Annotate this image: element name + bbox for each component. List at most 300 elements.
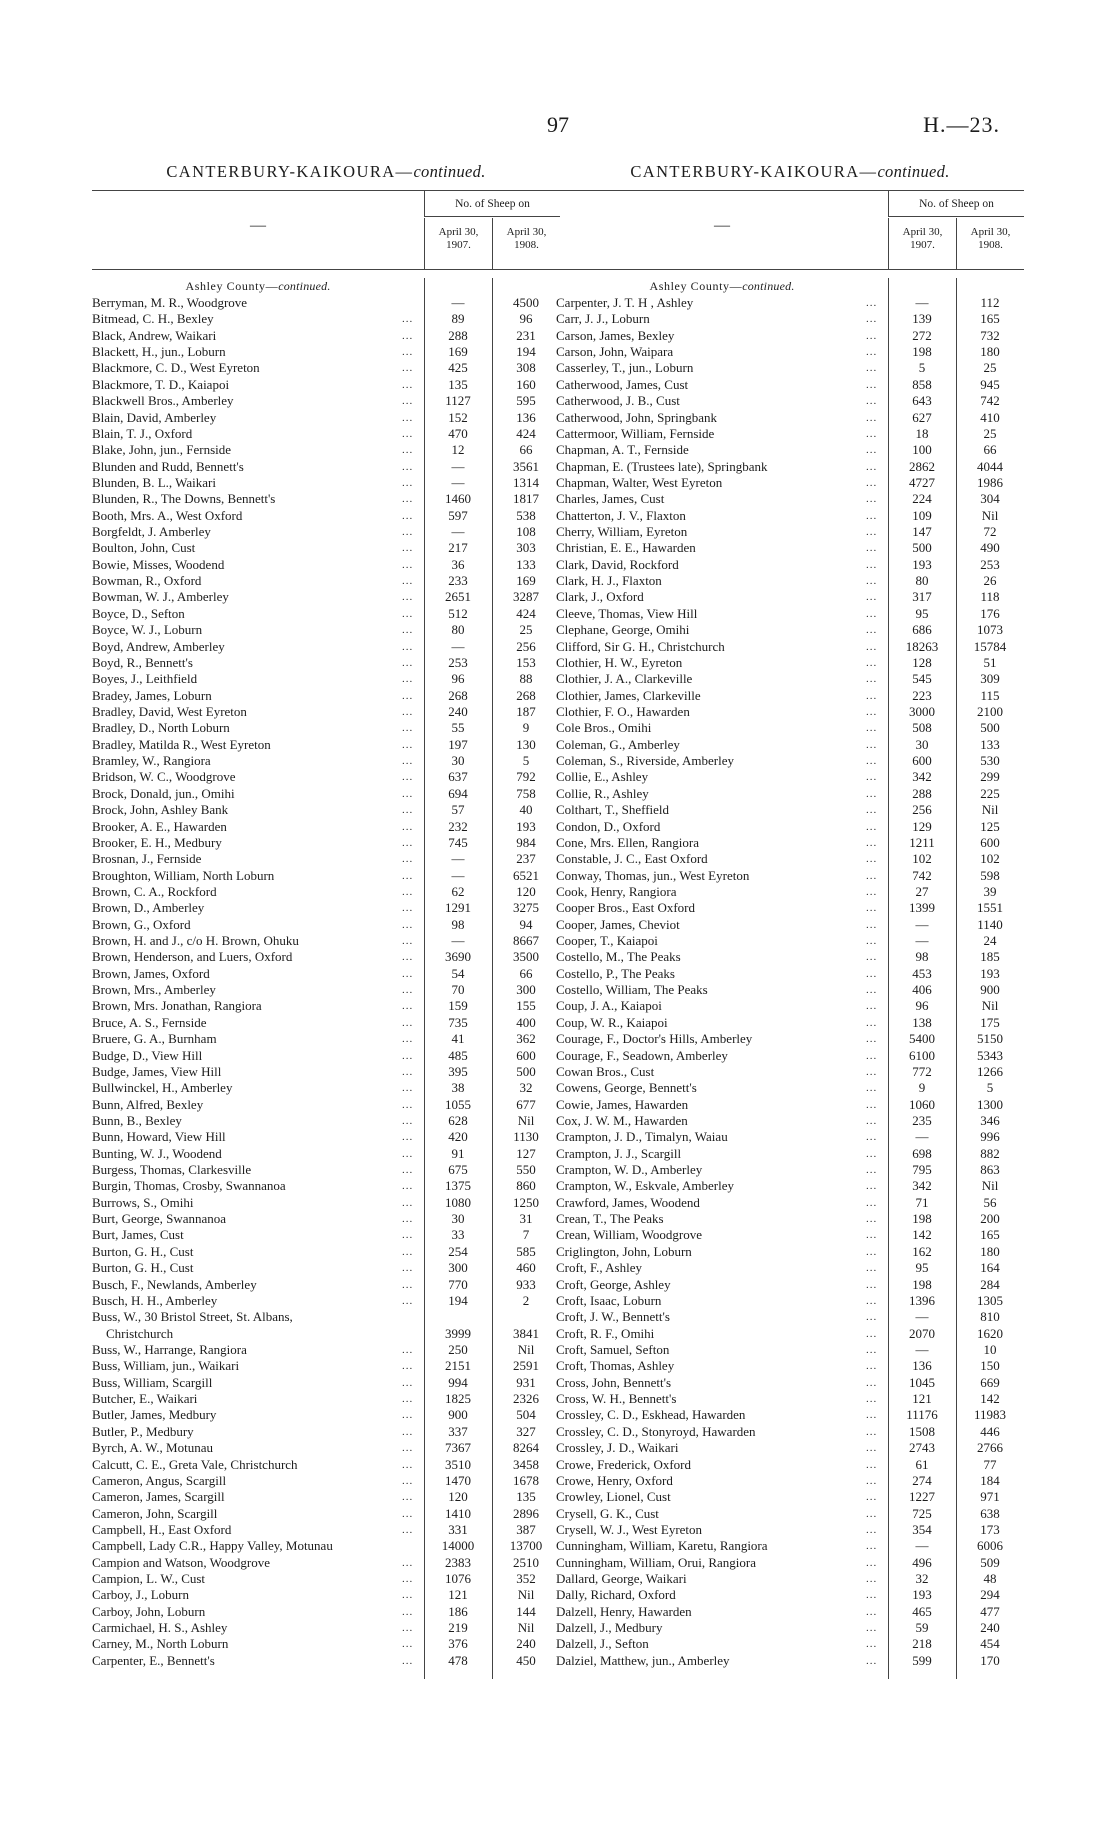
sheep-count-1908: 882: [980, 1145, 1000, 1161]
leader-dots: ...: [866, 1098, 878, 1111]
owner-name: Bunn, Howard, View Hill: [92, 1129, 226, 1145]
right-column: [556, 160, 1024, 1669]
owner-name: Coleman, G., Amberley: [556, 736, 680, 752]
sheep-count-1908: 1073: [977, 622, 1003, 638]
sheep-count-1907: 4727: [909, 474, 935, 490]
table-row: [556, 1048, 1024, 1064]
sheep-count-1908: 56: [983, 1194, 997, 1210]
table-row: [92, 344, 560, 360]
owner-name: Brown, Henderson, and Luers, Oxford: [92, 949, 293, 965]
sheep-count-1908: 11983: [973, 1407, 1007, 1423]
table-row: [556, 868, 1024, 884]
owner-name: Blunden and Rudd, Bennett's: [92, 458, 244, 474]
leader-dots: ...: [402, 935, 414, 948]
table-row: [556, 1162, 1024, 1178]
sheep-count-1908: 477: [980, 1603, 1000, 1619]
leader-dots: ...: [866, 444, 878, 457]
leader-dots: ...: [402, 411, 414, 424]
sheep-count-1908: 1130: [513, 1129, 539, 1145]
table-row: [556, 1195, 1024, 1211]
owner-name: Cunningham, William, Karetu, Rangiora: [556, 1538, 768, 1554]
sheep-count-1908: 170: [980, 1652, 1000, 1668]
table-row: [92, 410, 560, 426]
owner-name: Boyd, Andrew, Amberley: [92, 638, 225, 654]
owner-name: Brock, John, Ashley Bank: [92, 802, 229, 818]
sheep-count-1907: —: [915, 1309, 929, 1325]
leader-dots: ...: [402, 362, 414, 375]
leader-dots: ...: [402, 346, 414, 359]
sheep-count-1908: 142: [980, 1391, 1000, 1407]
sheep-count-1907: 288: [448, 327, 468, 343]
leader-dots: ...: [866, 346, 878, 359]
leader-dots: ...: [866, 1262, 878, 1275]
section-heading-text: Ashley County—: [649, 279, 743, 293]
leader-dots: ...: [866, 526, 878, 539]
leader-dots: ...: [402, 1605, 414, 1618]
sheep-count-1908: 2100: [977, 703, 1003, 719]
table-row: [556, 688, 1024, 704]
owner-name: Cameron, James, Scargill: [92, 1489, 225, 1505]
sheep-count-1907: 232: [448, 818, 468, 834]
owner-name: Campion and Watson, Woodgrove: [92, 1554, 270, 1570]
sheep-count-1907: 18263: [905, 638, 939, 654]
table-row: [556, 1473, 1024, 1489]
sheep-count-1907: 694: [448, 785, 468, 801]
sheep-count-1908: 530: [980, 753, 1000, 769]
leader-dots: ...: [402, 640, 414, 653]
sheep-count-1907: 98: [915, 949, 929, 965]
sheep-count-1907: 331: [448, 1521, 468, 1537]
owner-name: Bradley, Matilda R., West Eyreton: [92, 736, 271, 752]
owner-name: Carmichael, H. S., Ashley: [92, 1620, 228, 1636]
leader-dots: ...: [402, 771, 414, 784]
owner-name-continuation: Christchurch: [106, 1325, 174, 1341]
sheep-count-1907: 197: [448, 736, 468, 752]
table-row: [556, 573, 1024, 589]
owner-name: Croft, J. W., Bennett's: [556, 1309, 670, 1325]
sheep-count-1907: 121: [912, 1391, 932, 1407]
sheep-count-1908: 24: [983, 933, 997, 949]
leader-dots: ...: [402, 575, 414, 588]
table-row: [556, 753, 1024, 769]
sheep-count-1907: 274: [912, 1472, 932, 1488]
sheep-count-1908: 88: [519, 671, 533, 687]
owner-name: Cowie, James, Hawarden: [556, 1096, 689, 1112]
table-row: [556, 508, 1024, 524]
leader-dots: ...: [866, 476, 878, 489]
sheep-count-1908: Nil: [517, 1620, 535, 1636]
sheep-count-1908: 996: [980, 1129, 1000, 1145]
leader-dots: ...: [402, 1262, 414, 1275]
table-row: [556, 1424, 1024, 1440]
owner-name: Buss, William, jun., Waikari: [92, 1358, 240, 1374]
table-row: [92, 819, 560, 835]
leader-dots: ...: [402, 918, 414, 931]
sheep-count-1907: 1227: [909, 1489, 935, 1505]
owner-name: Catherwood, J. B., Cust: [556, 393, 680, 409]
leader-dots: ...: [402, 1376, 414, 1389]
table-row: [556, 1064, 1024, 1080]
owner-name: Brooker, E. H., Medbury: [92, 834, 222, 850]
sheep-count-1907: 12: [451, 442, 465, 458]
table-row: [92, 1097, 560, 1113]
leader-dots: ...: [866, 329, 878, 342]
sheep-count-1908: 253: [980, 556, 1000, 572]
owner-name: Brown, H. and J., c/o H. Brown, Ohuku: [92, 933, 299, 949]
sheep-count-1907: 121: [448, 1587, 468, 1603]
owner-name: Bullwinckel, H., Amberley: [92, 1080, 233, 1096]
sheep-count-1908: 1250: [513, 1194, 539, 1210]
sheep-count-1908: 160: [516, 376, 536, 392]
leader-dots: ...: [866, 542, 878, 555]
sheep-count-1908: 136: [516, 409, 536, 425]
sheep-count-1907: 627: [912, 409, 932, 425]
sheep-count-1908: 742: [980, 393, 1000, 409]
sheep-count-1907: 95: [915, 605, 929, 621]
leader-dots: ...: [866, 509, 878, 522]
table-row: [92, 1244, 560, 1260]
sheep-count-1907: 1508: [909, 1423, 935, 1439]
leader-dots: ...: [402, 493, 414, 506]
owner-name: Croft, Samuel, Sefton: [556, 1342, 670, 1357]
sheep-count-1907: 5400: [909, 1031, 935, 1047]
sheep-count-1908: 96: [519, 311, 533, 327]
leader-dots: ...: [402, 967, 414, 980]
table-row: [92, 1620, 560, 1636]
column-title-suffix: continued.: [413, 162, 486, 181]
owner-name: Carboy, J., Loburn: [92, 1587, 190, 1603]
leader-dots: ...: [402, 804, 414, 817]
sheep-count-1908: 185: [980, 949, 1000, 965]
table-row: [92, 1293, 560, 1309]
sheep-count-1907: 186: [448, 1603, 468, 1619]
owner-name: Brock, Donald, jun., Omihi: [92, 785, 235, 801]
sheep-count-1907: 98: [451, 916, 465, 932]
sheep-count-1907: 508: [912, 720, 932, 736]
leader-dots: ...: [866, 313, 878, 326]
owner-name: Blackett, H., jun., Loburn: [92, 344, 226, 360]
table-row: [92, 1604, 560, 1620]
leader-dots: ...: [866, 1294, 878, 1307]
sheep-count-1908: 500: [980, 720, 1000, 736]
owner-name: Clothier, James, Clarkeville: [556, 687, 701, 703]
owner-name: Croft, F., Ashley: [556, 1260, 642, 1276]
sheep-count-1908: 300: [516, 982, 536, 998]
sheep-count-1908: 26: [983, 573, 997, 589]
table-row: [92, 1211, 560, 1227]
owner-name: Dalzell, Henry, Hawarden: [556, 1603, 692, 1619]
sheep-count-1907: 268: [448, 687, 468, 703]
owner-name: Christian, E. E., Hawarden: [556, 540, 696, 556]
sheep-count-1908: 450: [516, 1652, 536, 1668]
leader-dots: ...: [866, 1589, 878, 1602]
leader-dots: ...: [402, 558, 414, 571]
table-row: [92, 1506, 560, 1522]
sheep-count-1907: 745: [448, 834, 468, 850]
owner-name: Campbell, Lady C.R., Happy Valley, Motunau: [92, 1538, 333, 1554]
left-column: [92, 160, 560, 1669]
table-row: [556, 442, 1024, 458]
header-name-column: —: [714, 217, 730, 234]
owner-name: Brown, Mrs., Amberley: [92, 982, 216, 998]
table-row: [92, 720, 560, 736]
leader-dots: ...: [866, 1000, 878, 1013]
owner-name: Chatterton, J. V., Flaxton: [556, 507, 686, 523]
sheep-count-1908: 1986: [977, 474, 1003, 490]
sheep-count-1907: 59: [915, 1620, 929, 1636]
leader-dots: ...: [866, 1491, 878, 1504]
table-row: [556, 639, 1024, 655]
sheep-count-1907: 5: [918, 360, 926, 376]
leader-dots: ...: [402, 1622, 414, 1635]
owner-name: Borgfeldt, J. Amberley: [92, 524, 211, 540]
owner-name: Cattermoor, William, Fernside: [556, 425, 715, 441]
leader-dots: ...: [402, 1589, 414, 1602]
leader-dots: ...: [866, 1540, 878, 1553]
sheep-count-1908: 237: [516, 851, 536, 867]
sheep-count-1907: 95: [915, 1260, 929, 1276]
table-row: [92, 671, 560, 687]
leader-dots: ...: [402, 1196, 414, 1209]
sheep-count-1907: 14000: [441, 1538, 475, 1554]
table-row: [92, 737, 560, 753]
owner-name: Crampton, J. J., Scargill: [556, 1145, 682, 1161]
sheep-count-1907: 470: [448, 425, 468, 441]
leader-dots: ...: [402, 1164, 414, 1177]
leader-dots: ...: [402, 689, 414, 702]
sheep-count-1908: 194: [516, 344, 536, 360]
table-row: [92, 1113, 560, 1129]
table-row: [556, 1129, 1024, 1145]
owner-name: Condon, D., Oxford: [556, 818, 661, 834]
leader-dots: ...: [402, 1016, 414, 1029]
sheep-count-1907: —: [915, 1342, 929, 1357]
sheep-count-1908: 175: [980, 1014, 1000, 1030]
table-row: [556, 900, 1024, 916]
sheep-count-1907: —: [915, 295, 929, 310]
sheep-count-1907: 2743: [909, 1440, 935, 1456]
sheep-count-1907: 735: [448, 1014, 468, 1030]
sheep-count-1908: 6006: [977, 1538, 1003, 1554]
owner-name: Bunting, W. J., Woodend: [92, 1145, 222, 1161]
leader-dots: ...: [866, 1474, 878, 1487]
owner-name: Cone, Mrs. Ellen, Rangiora: [556, 834, 699, 850]
header-sheep-group: No. of Sheep on: [888, 191, 1024, 217]
sheep-count-1908: 2766: [977, 1440, 1003, 1456]
leader-dots: ...: [866, 1638, 878, 1651]
table-row: [92, 1277, 560, 1293]
owner-name: Bruere, G. A., Burnham: [92, 1031, 217, 1047]
owner-name: Bowman, W. J., Amberley: [92, 589, 229, 605]
leader-dots: ...: [866, 427, 878, 440]
sheep-count-1908: 51: [983, 654, 997, 670]
sheep-count-1908: 598: [980, 867, 1000, 883]
sheep-count-1908: 165: [980, 311, 1000, 327]
sheep-count-1907: 725: [912, 1505, 932, 1521]
table-row: [92, 753, 560, 769]
leader-dots: ...: [866, 951, 878, 964]
page-reference: H.—23.: [923, 112, 1000, 137]
sheep-count-1908: 155: [516, 998, 536, 1014]
column-title-suffix: continued.: [877, 162, 950, 181]
owner-name: Chapman, Walter, West Eyreton: [556, 474, 723, 490]
leader-dots: ...: [866, 607, 878, 620]
table-row: [92, 998, 560, 1014]
table-row: [556, 1489, 1024, 1505]
table-row: [92, 1375, 560, 1391]
leader-dots: ...: [866, 1573, 878, 1586]
table-row: [556, 622, 1024, 638]
sheep-count-1908: 2510: [513, 1554, 539, 1570]
sheep-count-1908: 424: [516, 425, 536, 441]
owner-name: Campbell, H., East Oxford: [92, 1521, 232, 1537]
table-row: [556, 1587, 1024, 1603]
leader-dots: ...: [866, 787, 878, 800]
leader-dots: ...: [402, 1245, 414, 1258]
owner-name: Casserley, T., jun., Loburn: [556, 360, 694, 376]
leader-dots: ...: [866, 624, 878, 637]
owner-name: Conway, Thomas, jun., West Eyreton: [556, 867, 750, 883]
leader-dots: ...: [866, 1278, 878, 1291]
table-row: [92, 982, 560, 998]
sheep-count-1908: 3500: [513, 949, 539, 965]
sheep-count-1907: 628: [448, 1112, 468, 1128]
table-row: [556, 769, 1024, 785]
sheep-count-1908: 8667: [513, 933, 539, 949]
leader-dots: ...: [866, 1376, 878, 1389]
sheep-count-1907: 496: [912, 1554, 932, 1570]
table-row: [92, 802, 560, 818]
owner-name: Cowens, George, Bennett's: [556, 1080, 697, 1096]
leader-dots: ...: [402, 951, 414, 964]
sheep-count-1907: 342: [912, 1178, 932, 1194]
leader-dots: ...: [402, 1654, 414, 1667]
table-row: [92, 1473, 560, 1489]
sheep-count-1907: 253: [448, 654, 468, 670]
leader-dots: ...: [402, 1523, 414, 1536]
owner-name: Croft, Isaac, Loburn: [556, 1292, 662, 1308]
sheep-count-1907: 1060: [909, 1096, 935, 1112]
table-row: [92, 328, 560, 344]
sheep-count-1908: 13700: [509, 1538, 543, 1554]
owner-name: Burgin, Thomas, Crosby, Swannanoa: [92, 1178, 286, 1194]
owner-name-line: Buss, W., 30 Bristol Street, St. Albans,: [92, 1309, 293, 1325]
table-row: [92, 508, 560, 524]
owner-name: Boyd, R., Bennett's: [92, 654, 193, 670]
owner-name: Brown, G., Oxford: [92, 916, 191, 932]
sheep-count-1907: 71: [915, 1194, 929, 1210]
table-row: [556, 819, 1024, 835]
sheep-count-1908: 8264: [513, 1440, 539, 1456]
sheep-count-1907: 1460: [445, 491, 471, 507]
owner-name: Burgess, Thomas, Clarkesville: [92, 1162, 252, 1178]
sheep-count-1907: 147: [912, 524, 932, 540]
owner-name: Clothier, H. W., Eyreton: [556, 654, 683, 670]
sheep-count-1908: 25: [983, 425, 997, 441]
leader-dots: ...: [402, 869, 414, 882]
table-row: [92, 622, 560, 638]
table-row: [556, 360, 1024, 376]
table-row: [556, 540, 1024, 556]
header-april-1908: April 30, 1908.: [956, 218, 1024, 269]
leader-dots: ...: [866, 1556, 878, 1569]
sheep-count-1907: 91: [451, 1145, 465, 1161]
leader-dots: ...: [402, 722, 414, 735]
sheep-count-1907: —: [451, 458, 465, 474]
table-row: [556, 1015, 1024, 1031]
table-row: [556, 786, 1024, 802]
sheep-count-1907: 795: [912, 1162, 932, 1178]
page-number: 97: [547, 112, 569, 137]
table-row: [92, 1391, 560, 1407]
sheep-count-1907: 675: [448, 1162, 468, 1178]
table-row: [556, 704, 1024, 720]
owner-name: Cowan Bros., Cust: [556, 1063, 655, 1079]
table-row: [92, 377, 560, 393]
sheep-count-1907: 1825: [445, 1391, 471, 1407]
sheep-count-1907: 2862: [909, 458, 935, 474]
section-heading: [556, 278, 1024, 295]
sheep-count-1907: 235: [912, 1112, 932, 1128]
sheep-count-1908: 732: [980, 327, 1000, 343]
owner-name: Dally, Richard, Oxford: [556, 1587, 676, 1603]
sheep-count-1908: 39: [983, 883, 997, 899]
sheep-count-1907: 686: [912, 622, 932, 638]
table-row: [556, 606, 1024, 622]
leader-dots: [402, 1309, 424, 1342]
leader-dots: ...: [402, 1393, 414, 1406]
table-row: [556, 737, 1024, 753]
owner-name: Coup, W. R., Kaiapoi: [556, 1014, 668, 1030]
sheep-count-1907: 142: [912, 1227, 932, 1243]
sheep-count-1908: 1305: [977, 1292, 1003, 1308]
owner-name: Boyes, J., Leithfield: [92, 671, 198, 687]
sheep-count-1908: 538: [516, 507, 536, 523]
owner-name: Cross, John, Bennett's: [556, 1374, 672, 1390]
sheep-count-1907: —: [451, 295, 465, 310]
sheep-count-1908: 638: [980, 1505, 1000, 1521]
leader-dots: ...: [866, 1245, 878, 1258]
owner-name: Boulton, John, Cust: [92, 540, 196, 556]
leader-dots: ...: [402, 329, 414, 342]
owner-name: Courage, F., Seadown, Amberley: [556, 1047, 728, 1063]
leader-dots: ...: [402, 378, 414, 391]
table-row: [92, 442, 560, 458]
sheep-count-1908: 550: [516, 1162, 536, 1178]
owner-name: Crossley, J. D., Waikari: [556, 1440, 679, 1456]
leader-dots: ...: [866, 1654, 878, 1667]
sheep-count-1907: 2070: [909, 1325, 935, 1341]
sheep-count-1907: 1045: [909, 1374, 935, 1390]
leader-dots: ...: [866, 1458, 878, 1471]
table-row: [556, 557, 1024, 573]
column-title: [556, 160, 1024, 184]
leader-dots: ...: [866, 967, 878, 980]
leader-dots: ...: [866, 1622, 878, 1635]
owner-name: Clark, David, Rockford: [556, 556, 679, 572]
sheep-count-1908: 931: [516, 1374, 536, 1390]
table-row: [92, 393, 560, 409]
leader-dots: ...: [402, 820, 414, 833]
leader-dots: ...: [402, 444, 414, 457]
owner-name: Crysell, W. J., West Eyreton: [556, 1521, 703, 1537]
owner-name: Crowe, Henry, Oxford: [556, 1472, 673, 1488]
sheep-count-1908: 3561: [513, 458, 539, 474]
sheep-count-1908: 303: [516, 540, 536, 556]
owner-name: Brown, D., Amberley: [92, 900, 205, 916]
sheep-count-1907: 102: [912, 851, 932, 867]
table-row: [556, 1538, 1024, 1554]
